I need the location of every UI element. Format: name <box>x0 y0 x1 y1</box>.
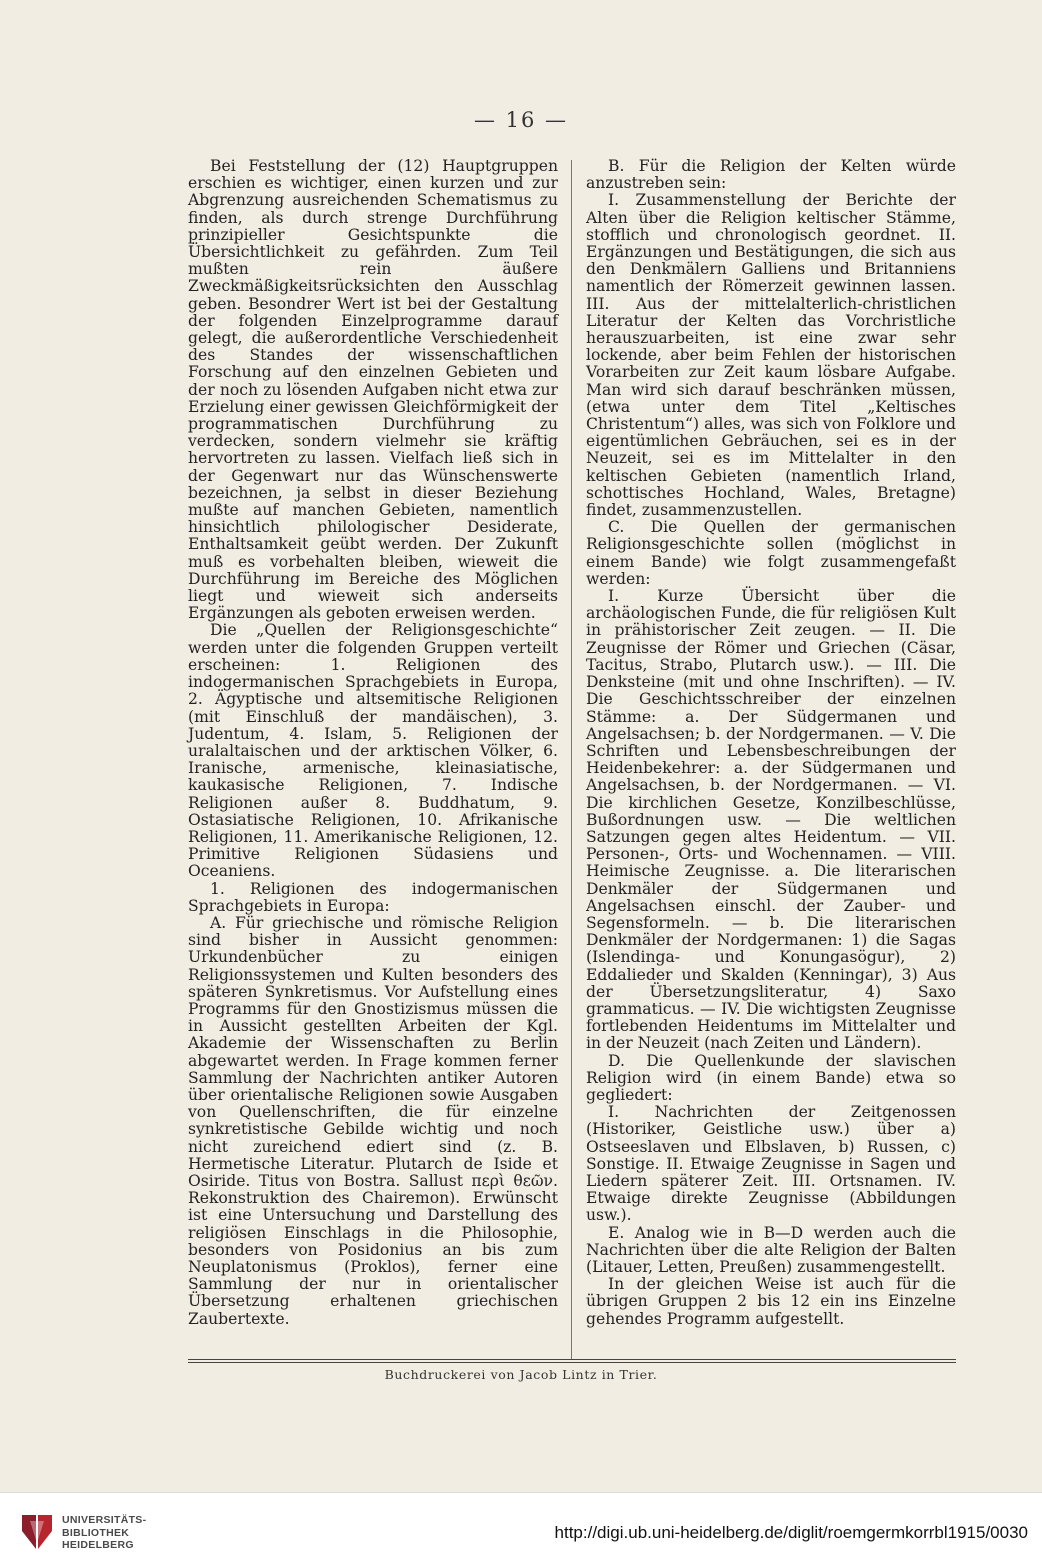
paragraph: I. Kurze Übersicht über die archäologischen Funde, die für religiösen Kult in prähistorischer Zeit zeugen. — II. Die Zeugnisse der Römer und Griechen (Cäsar, Tacitus, Strabo, Plutarch usw.). — III. Die Denksteine (mit und ohne Inschriften). — IV. Die Geschichtsschreiber der einzelnen Stämme: a. Der Südgermanen und Angelsachsen; b. der Nordgermanen. — V. Die Schriften und Lebensbeschreibungen der Heidenbekehrer: a. der Südgermanen und Angelsachsen, b. der Nordgermanen. — VI. Die kirchlichen Gesetze, Konzilbeschlüsse, Bußordnungen usw. — Die weltlichen Satzungen gegen altes Heidentum. — VII. Personen-, Orts- und Wochennamen. — VIII. Heimische Zeugnisse. a. Die literarischen Denkmäler der Südgermanen und Angelsachsen einschl. der Zauber- und Segensformeln. — b. Die literarischen Denkmäler der Nordgermanen: 1) die Sagas (Islendinga- und Konungasögur), 2) Eddalieder und Skalden (Kenningar), 3) Aus der Übersetzungsliteratur, 4) Saxo grammaticus. — IV. Die wichtigsten Zeugnisse fortlebenden Heidentums im Mittelalter und in der Neuzeit (nach Zeiten und Ländern). <box>586 587 956 1053</box>
paragraph: 1. Religionen des indogermanischen Sprachgebiets in Europa: <box>188 879 558 915</box>
library-logo-text <box>62 1514 146 1552</box>
university-library-logo-icon <box>20 1513 54 1551</box>
paragraph: Bei Feststellung der (12) Hauptgruppen erschien es wichtiger, einen kurzen und zur Abgrenzung ausreichenden Schematismus zu finden, als durch strenge Durchführung prinzipieller Gesichtspunkte die Übersichtlichkeit zu gefährden. Zum Teil mußten rein äußere Zweckmäßigkeitsrücksichten den Ausschlag geben. Besondrer Wert ist bei der Gestaltung der folgenden Einzelprogramme darauf gelegt, die außerordentliche Verschiedenheit des Standes der wissenschaftlichen Forschung auf den einzelnen Gebieten und der noch zu lösenden Aufgaben nicht etwa zur Erzielung einer gewissen Gleichförmigkeit der programmatischen Durchführung zu verdecken, sondern vielmehr sie kräftig hervortreten zu lassen. Vielfach ließ sich in der Gegenwart nur das Wünschenswerte bezeichnen, ja selbst in dieser Beziehung mußte auf manchen Gebieten, namentlich hinsichtlich philologischer Desiderate, Enthaltsamkeit geübt werden. Der Zukunft muß es vorbehalten bleiben, wieweit die Durchführung im Bereiche des Möglichen liegt und wieweit sich anderseits Ergänzungen als geboten erweisen werden. <box>188 157 558 623</box>
library-footer <box>0 1492 1042 1568</box>
bottom-rule <box>188 1359 956 1360</box>
left-column <box>188 158 558 1328</box>
source-url-link[interactable]: http://digi.ub.uni-heidelberg.de/diglit/roemgermkorrbl1915/0030 <box>554 1523 1028 1542</box>
paragraph: I. Zusammenstellung der Berichte der Alten über die Religion keltischer Stämme, stofflich und chronologisch geordnet. II. Ergänzungen und Bestätigungen, die sich aus den Denkmälern Galliens und Britanniens namentlich der Römerzeit gewinnen lassen. III. Aus der mittelalterlich-christlichen Literatur der Kelten das Vorchristliche herauszuarbeiten, ist eine zwar sehr lockende, aber beim Fehlen der historischen Vorarbeiten zur Zeit kaum lösbare Aufgabe. Man wird sich darauf beschränken müssen, (etwa unter dem Titel „Keltisches Christentum“) alles, was sich von Folklore und eigentümlichen Gebräuchen, sei es in der Neuzeit, sei es im Mittelalter in den keltischen Gebieten (namentlich Irland, schottisches Hochland, Wales, Bretagne) findet, zusammenzustellen. <box>586 191 956 520</box>
paragraph: D. Die Quellenkunde der slavischen Religion wird (in einem Bande) etwa so gegliedert: <box>586 1051 956 1104</box>
paragraph: In der gleichen Weise ist auch für die übrigen Gruppen 2 bis 12 ein ins Einzelne gehendes Programm aufgestellt. <box>586 1275 956 1328</box>
paragraph: E. Analog wie in B—D werden auch die Nachrichten über die alte Religion der Balten (Litauer, Letten, Preußen) zusammengestellt. <box>586 1223 956 1276</box>
bottom-rule <box>188 1362 956 1363</box>
logo-line: UNIVERSITÄTS- <box>62 1514 147 1526</box>
paragraph: B. Für die Religion der Kelten würde anzustreben sein: <box>586 157 956 193</box>
printer-imprint: Buchdruckerei von Jacob Lintz in Trier. <box>384 1367 658 1382</box>
logo-line: BIBLIOTHEK <box>62 1526 130 1539</box>
column-divider <box>571 160 572 1360</box>
page-number: — 16 — <box>473 108 569 132</box>
logo-line: HEIDELBERG <box>62 1539 134 1551</box>
paragraph: I. Nachrichten der Zeitgenossen (Historiker, Geistliche usw.) über a) Ostseeslaven und Elbslaven, b) Russen, c) Sonstige. II. Etwaige Zeugnisse in Sagen und Liedern späterer Zeit. III. Ortsnamen. IV. Etwaige direkte Zeugnisse (Abbildungen usw.). <box>586 1103 956 1225</box>
right-column <box>586 158 956 1328</box>
paragraph: A. Für griechische und römische Religion sind bisher in Aussicht genommen: Urkundenbücher zu einigen Religionssystemen und Kulten besonders des späteren Synkretismus. Vor Aufstellung eines Programms für den Gnostizismus müssen die in Aussicht gestellten Arbeiten der Kgl. Akademie der Wissenschaften zu Berlin abgewartet werden. In Frage kommen ferner Sammlung der Nachrichten antiker Autoren über orientalische Religionen sowie Ausgaben von Quellenschriften, die für einzelne synkretistische Gebilde wichtig und noch nicht zureichend ediert sind (z. B. Hermetische Literatur. Plutarch de Iside et Osiride. Titus von Bostra. Sallust περὶ θεῶν. Rekonstruktion des Chairemon). Erwünscht ist eine Untersuchung und Darstellung des religiösen Einschlags in die Philosophie, besonders von Posidonius an bis zum Neuplatonismus (Proklos), ferner eine Sammlung der nur in orientalischer Übersetzung erhaltenen griechischen Zaubertexte. <box>188 913 558 1328</box>
paragraph: Die „Quellen der Religionsgeschichte“ werden unter die folgenden Gruppen verteilt erscheinen: 1. Religionen des indogermanischen Sprachgebiets in Europa, 2. Ägyptische und altsemitische Religionen (mit Einschluß der mandäischen), 3. Judentum, 4. Islam, 5. Religionen der uralaltaischen und der arktischen Völker, 6. Iranische, armenische, kleinasiatische, kaukasische Religionen, 7. Indische Religionen außer 8. Buddhatum, 9. Ostasiatische Religionen, 10. Afrikanische Religionen, 11. Amerikanische Religionen, 12. Primitive Religionen Südasiens und Oceaniens. <box>188 621 558 881</box>
paragraph: C. Die Quellen der germanischen Religionsgeschichte sollen (möglichst in einem Bande) wie folgt zusammengefaßt werden: <box>586 518 956 588</box>
